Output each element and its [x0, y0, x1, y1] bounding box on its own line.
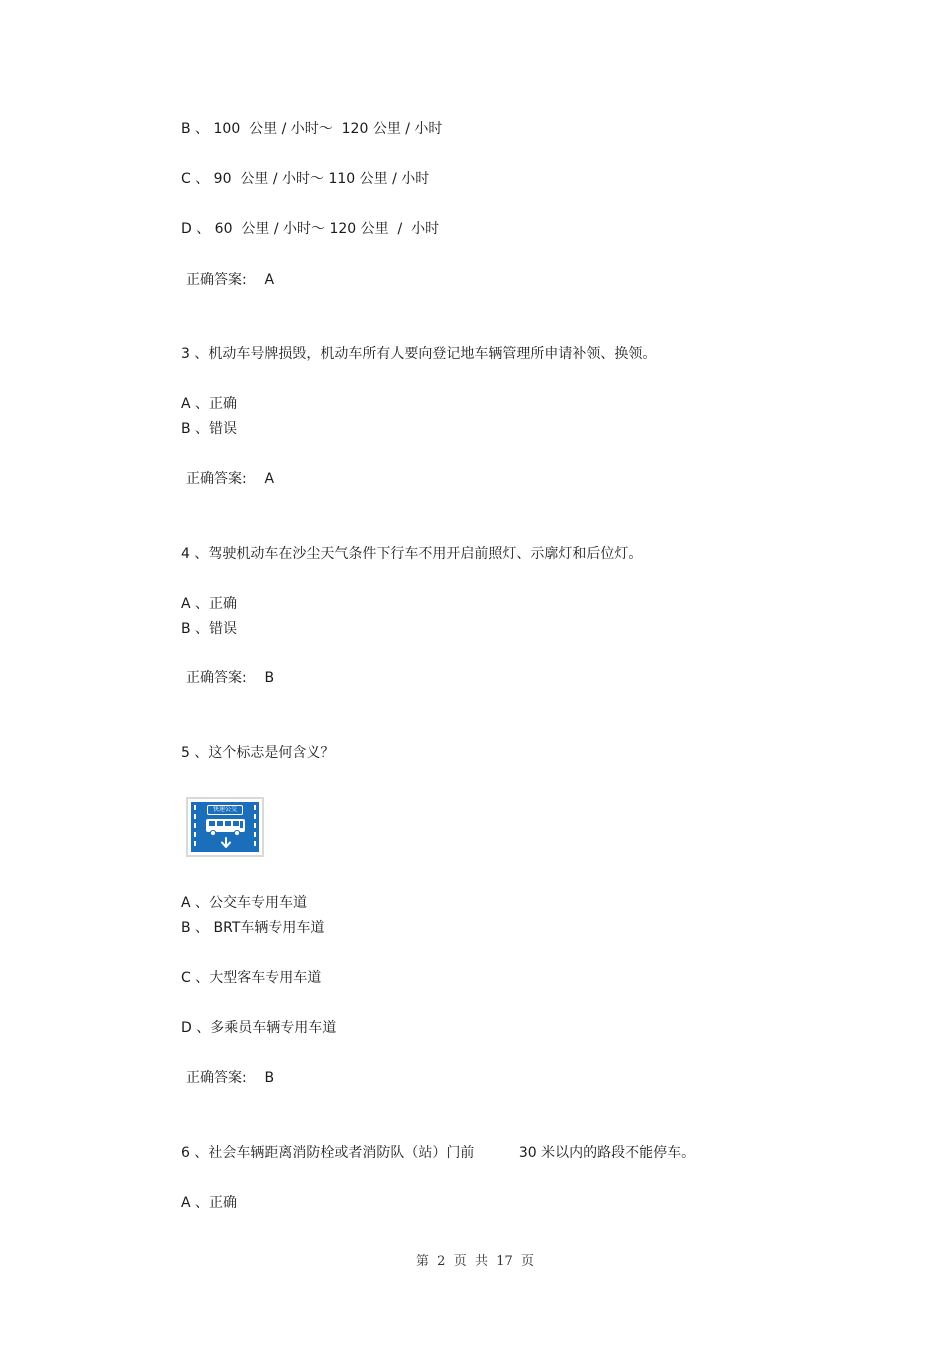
bus-lane-sign-icon: [186, 797, 264, 857]
q4-option-b: B 、错误: [181, 621, 238, 637]
sign-panel: [190, 801, 260, 853]
q3-option-b: B 、错误: [181, 421, 238, 437]
q5-option-a: A 、公交车专用车道: [181, 895, 308, 911]
sign-label: 快速公交: [207, 805, 243, 815]
q5-option-c: C 、大型客车专用车道: [181, 970, 322, 986]
q4-question: 4 、驾驶机动车在沙尘天气条件下行车不用开启前照灯、示廓灯和后位灯。: [181, 546, 643, 562]
q6-question: 6 、社会车辆距离消防栓或者消防队（站）门前 30 米以内的路段不能停车。: [181, 1145, 696, 1161]
q4-answer: 正确答案: B: [186, 670, 275, 686]
bus-icon: [191, 802, 261, 854]
q5-answer: 正确答案: B: [186, 1070, 275, 1086]
q5-option-d: D 、多乘员车辆专用车道: [181, 1020, 337, 1036]
down-arrow-icon: [222, 838, 230, 847]
q2-option-d: D 、 60 公里 / 小时～ 120 公里 / 小时: [181, 221, 440, 237]
q3-question: 3 、机动车号牌损毁，机动车所有人要向登记地车辆管理所申请补领、换领。: [181, 346, 657, 362]
q2-option-b: B 、 100 公里 / 小时～ 120 公里 / 小时: [181, 121, 443, 137]
q2-answer: 正确答案: A: [186, 272, 275, 288]
q3-option-a: A 、正确: [181, 396, 238, 412]
q4-option-a: A 、正确: [181, 596, 238, 612]
q6-option-a: A 、正确: [181, 1195, 238, 1211]
q2-option-c: C 、 90 公里 / 小时～ 110 公里 / 小时: [181, 171, 430, 187]
q3-answer: 正确答案: A: [186, 471, 275, 487]
q5-option-b: B 、 BRT车辆专用车道: [181, 920, 325, 936]
page-footer: 第 2 页 共 17 页: [415, 1254, 535, 1269]
q5-question: 5 、这个标志是何含义？: [181, 745, 335, 761]
